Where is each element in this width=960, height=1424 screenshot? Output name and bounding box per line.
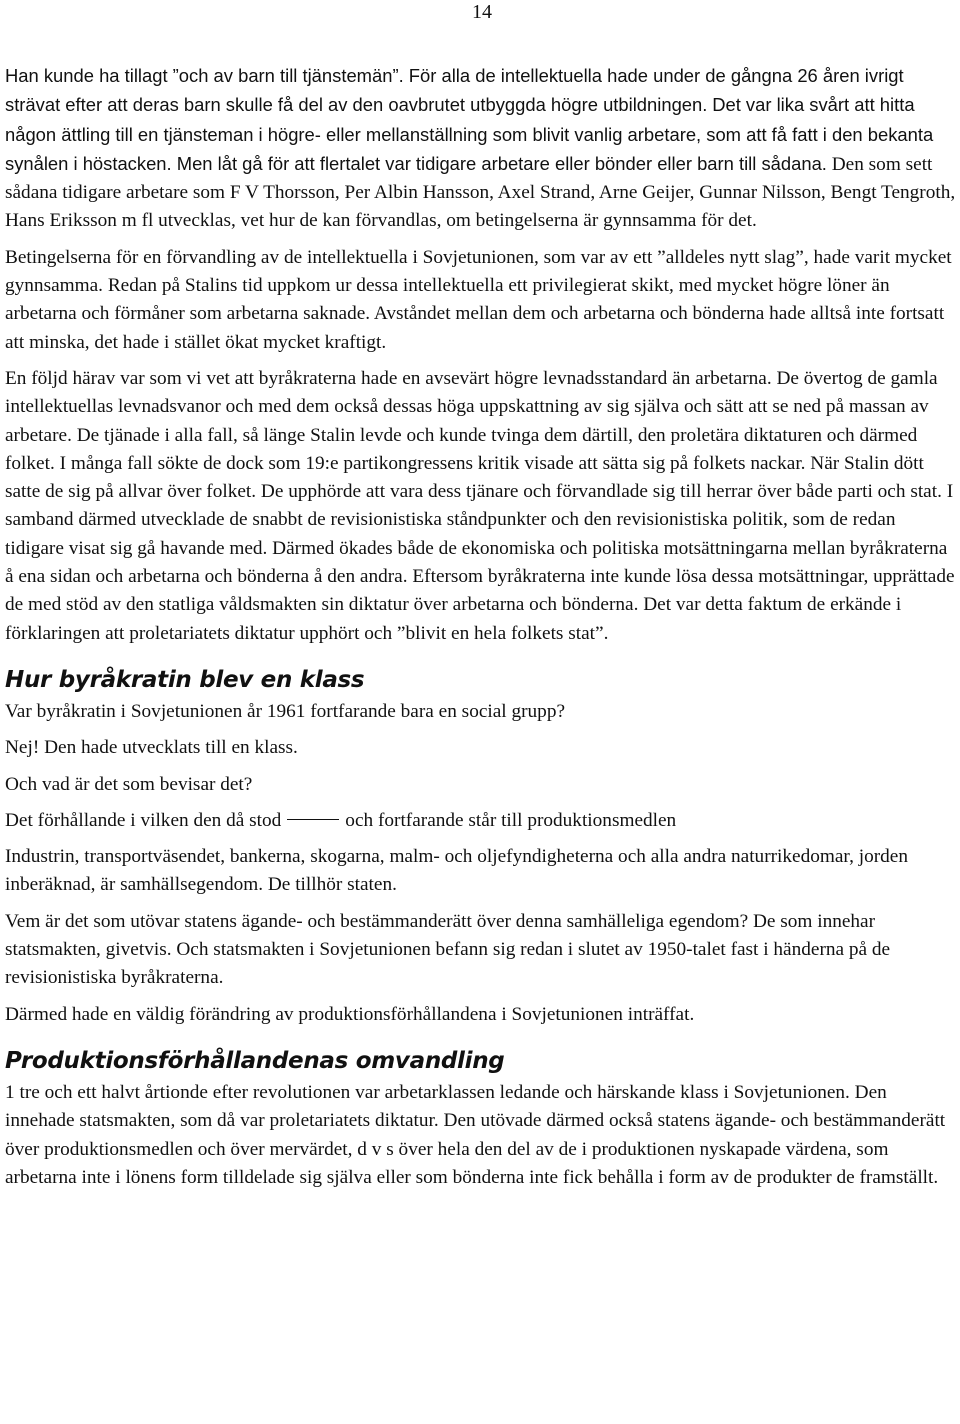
paragraph-4: Var byråkratin i Sovjetunionen år 1961 fortfarande bara en social grupp? — [5, 700, 566, 722]
em-dash-line — [287, 819, 339, 821]
paragraph-1-sentence-3: Den som sett sådana tidigare arbetare som F V Thorsson, Per Albin Hansson, Axel Strand, Arne Geijer, Gunnar Nilsson, Bengt Tengroth, Hans Eriksson m fl utvecklas, vet hur de kan förvandlas, om betingelserna är gynnsamma för det. — [5, 153, 956, 232]
paragraph-6: Och vad är det som bevisar det? — [5, 773, 253, 795]
paragraph-7-end: och fortfarande står till produktionsmedlen — [345, 809, 677, 831]
paragraph-8: Industrin, transportväsendet, bankerna, skogarna, malm- och oljefyndigheterna och alla andra naturrikedomar, jorden inberäknad, är samhällsegendom. De tillhör staten. — [5, 846, 908, 896]
paragraph-1-sentence-2: Det var lika svårt att hitta någon ättling till en tjänsteman i högre- eller mellanställning som blivit vanlig arbetare, som att få fatt i den bekanta synålen i höstacken. Men låt gå för att flertalet var tidigare arbetare eller bönder eller barn till sådana. — [5, 94, 934, 174]
section-heading-2: Produktionsförhållandenas omvandling — [5, 1047, 505, 1074]
paragraph-2: Betingelserna för en förvandling av de intellektuella i Sovjetunionen, som var av ett ”alldeles nytt slag”, hade varit mycket gynnsamma. Redan på Stalins tid uppkom ur dessa intellektuella ett privilegierat skikt, med mycket högre löner än arbetarna och förmåner som arbetarna saknade. Avståndet mellan dem och arbetarna och bönderna hade alltså inte fortsatt att minska, det hade i stället ökat mycket kraftigt. — [5, 246, 952, 353]
paragraph-11: 1 tre och ett halvt årtionde efter revolutionen var arbetarklassen ledande och härskande klass i Sovjetunionen. Den innehade statsmakten, som då var proletariatets diktatur. Den utövade därmed också statens ägande- och bestämmanderätt över produktionsmedlen och över mervärdet, d v s över hela den del av de i produktionen nyskapade värdena, som arbetarna inte i lönens form tilldelade sig själva eller som bönderna inte fick behålla i form av de produkter de framställt. — [5, 1081, 946, 1188]
document-body — [5, 62, 958, 1200]
page-number: 14 — [472, 1, 492, 23]
paragraph-5: Nej! Den hade utvecklats till en klass. — [5, 737, 298, 759]
paragraph-9: Vem är det som utövar statens ägande- och bestämmanderätt över denna samhälleliga egendom? De som innehar statsmakten, givetvis. Och statsmakten i Sovjetunionen befann sig redan i slutet av 1950-talet fast i händerna på de revisionistiska byråkraterna. — [5, 910, 891, 989]
paragraph-1-sentence-1: Han kunde ha tillagt ”och av barn till tjänstemän”. För alla de intellektuella hade under de gångna 26 åren ivrigt strävat efter att deras barn skulle få del av den oavbrutet utbyggda högre utbildningen. — [5, 65, 904, 116]
section-heading-1: Hur byråkratin blev en klass — [5, 666, 365, 693]
paragraph-3: En följd härav var som vi vet att byråkraterna hade en avsevärt högre levnadsstandard än arbetarna. De övertog de gamla intellektuellas levnadsvanor och med dem också dessas höga uppskattning av sig själva och sätt att se ned på massan av arbetare. De tjänade i alla fall, så länge Stalin levde och kunde tvinga dem därtill, den proletära diktaturen och därmed folket. I många fall sökte de dock som 19:e partikongressens kritik visade att sätta sig på folkets nackar. När Stalin dött satte de sig på allvar över folket. De upphörde att vara dess tjänare och förvandlade sig till herrar över både parti och stat. I samband därmed utvecklade de snabbt de revisionistiska ståndpunkter och den revisionistiska politik, som de redan tidigare visat sig gå havande med. Därmed ökades både de ekonomiska och politiska motsättningarna mellan byråkraterna å ena sidan och arbetarna och bönderna å den andra. Eftersom byråkraterna inte kunde lösa dessa motsättningar, upprättade de med stöd av den statliga våldsmakten sin diktatur över arbetarna och bönderna. Det var detta faktum de erkände i förklaringen att proletariatets diktatur upphört och ”blivit en hela folkets stat”. — [5, 367, 955, 644]
paragraph-1 — [5, 62, 958, 236]
paragraph-10: Därmed hade en väldig förändring av produktionsförhållandena i Sovjetunionen inträffat. — [5, 1003, 695, 1025]
paragraph-7 — [5, 807, 958, 835]
paragraph-7-start: Det förhållande i vilken den då stod — [5, 809, 282, 831]
